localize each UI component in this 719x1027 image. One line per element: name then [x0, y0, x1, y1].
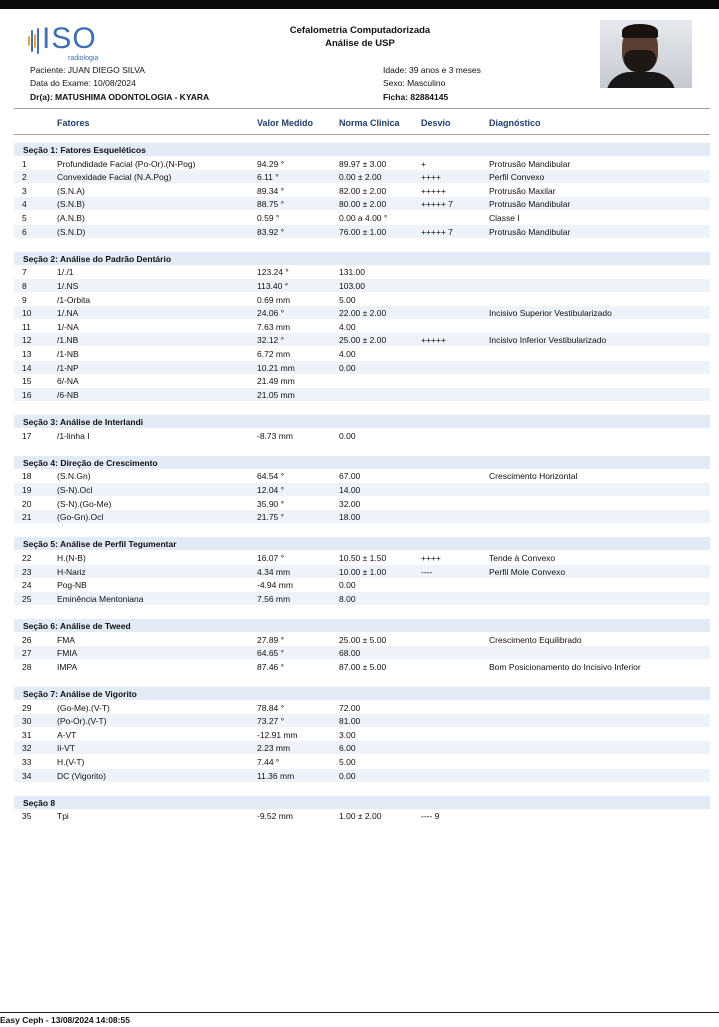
- table-row: [14, 578, 710, 591]
- table-row: [14, 633, 710, 646]
- clinical-norm: 87.00 ± 5.00: [339, 661, 387, 672]
- factor-name: H-Nariz: [57, 566, 86, 577]
- deviation: +++++: [421, 335, 446, 346]
- row-number: 30: [22, 716, 32, 727]
- table-row: [14, 347, 710, 360]
- row-number: 12: [22, 335, 32, 346]
- clinical-norm: 5.00: [339, 757, 356, 767]
- row-number: 13: [22, 349, 32, 359]
- measured-value: 78.84 °: [257, 702, 285, 713]
- row-number: 16: [22, 389, 32, 400]
- measured-value: 64.54 °: [257, 471, 285, 482]
- measured-value: 11.36 mm: [257, 770, 295, 781]
- table-row: [14, 660, 710, 673]
- table-row: [14, 728, 710, 741]
- measured-value: 83.92 °: [257, 226, 285, 237]
- row-number: 5: [22, 213, 27, 223]
- table-row: [14, 320, 710, 333]
- row-number: 10: [22, 308, 32, 319]
- table-row: [14, 333, 710, 346]
- measured-value: 0.59 °: [257, 213, 280, 223]
- table-row: [14, 225, 710, 238]
- section-title: Seção 5: Análise de Perfil Tegumentar: [23, 539, 177, 550]
- row-number: 2: [22, 172, 27, 183]
- row-number: 25: [22, 593, 32, 604]
- measured-value: 21.05 mm: [257, 389, 295, 400]
- deviation: ++++: [421, 553, 441, 563]
- table-row: [14, 388, 710, 401]
- measured-value: 21.49 mm: [257, 376, 295, 387]
- factor-name: DC (Vigorito): [57, 770, 106, 781]
- row-number: 23: [22, 566, 32, 577]
- table-row: [14, 483, 710, 496]
- diagnosis: Incisivo Inferior Vestibularizado: [489, 335, 607, 346]
- deviation: ---- 9: [421, 811, 440, 822]
- section-header: [14, 537, 710, 550]
- factor-name: (Go-Me).(V-T): [57, 702, 110, 713]
- diagnosis: Bom Posicionamento do Incisivo Inferior: [489, 661, 641, 672]
- report-subtitle: Análise de USP: [325, 38, 395, 49]
- measured-value: 7.44 °: [257, 757, 280, 767]
- clinical-norm: 1.00 ± 2.00: [339, 811, 382, 822]
- measured-value: 6.11 °: [257, 172, 279, 183]
- measured-value: 32.12 °: [257, 335, 285, 346]
- column-header-divider: [14, 134, 710, 135]
- diagnosis: Crescimento Equilibrado: [489, 634, 582, 645]
- table-row: [14, 551, 710, 564]
- measured-value: 35.90 °: [257, 498, 285, 509]
- section-title: Seção 7: Análise de Vigorito: [23, 689, 137, 699]
- measured-value: 7.56 mm: [257, 593, 291, 604]
- section-title: Seção 6: Análise de Tweed: [23, 621, 131, 631]
- table-row: [14, 646, 710, 659]
- table-row: [14, 714, 710, 727]
- row-number: 34: [22, 770, 32, 781]
- clinical-norm: 10.50 ± 1.50: [339, 553, 387, 563]
- table-row: [14, 265, 710, 278]
- factor-name: Pog-NB: [57, 580, 87, 591]
- clinical-norm: 4.00: [339, 349, 356, 359]
- clinical-norm: 68.00: [339, 648, 361, 659]
- clinical-norm: 22.00 ± 2.00: [339, 308, 387, 319]
- factor-name: FMA: [57, 634, 75, 645]
- section-header: [14, 456, 710, 469]
- logo-word: ISO: [42, 22, 97, 55]
- deviation: +++++ 7: [421, 226, 453, 237]
- clinical-norm: 0.00: [339, 430, 356, 441]
- factor-name: Tpi: [57, 811, 69, 822]
- table-row: [14, 279, 710, 292]
- table-row: [14, 184, 710, 197]
- factor-name: 1/-NA: [57, 321, 79, 332]
- clinical-norm: 81.00: [339, 716, 361, 727]
- diagnosis: Perfil Mole Convexo: [489, 566, 566, 577]
- table-row: [14, 170, 710, 183]
- logo-subtitle: radiologia: [68, 55, 99, 62]
- section-header: [14, 415, 710, 428]
- section-header: [14, 143, 710, 156]
- section-title: Seção 1: Fatores Esqueléticos: [23, 145, 146, 155]
- clinical-norm: 6.00: [339, 743, 356, 754]
- header-divider: [14, 108, 710, 109]
- section-title: Seção 4: Direção de Crescimento: [23, 457, 158, 468]
- footer-divider: [0, 1012, 719, 1013]
- diagnosis: Tende à Convexo: [489, 553, 556, 563]
- clinical-norm: 67.00: [339, 471, 361, 482]
- measured-value: 73.27 °: [257, 716, 285, 727]
- factor-name: (Go-Gn).Ocl: [57, 512, 104, 523]
- row-number: 6: [22, 226, 27, 237]
- row-number: 22: [22, 553, 32, 563]
- table-row: [14, 157, 710, 170]
- column-header-deviation: Desvio: [421, 118, 451, 128]
- table-row: [14, 306, 710, 319]
- column-header-factors: Fatores: [57, 118, 90, 128]
- measured-value: 64.65 °: [257, 648, 285, 659]
- clinical-norm: 0.00 ± 2.00: [339, 172, 382, 183]
- row-number: 3: [22, 185, 27, 196]
- row-number: 9: [22, 294, 27, 305]
- table-row: [14, 769, 710, 782]
- column-header-measured: Valor Medido: [257, 118, 314, 128]
- factor-name: (S-N).Ocl: [57, 485, 93, 495]
- factor-name: (Po-Or).(V-T): [57, 716, 107, 727]
- section-title: Seção 8: [23, 797, 56, 808]
- measured-value: 21.75 °: [257, 512, 285, 523]
- measured-value: 87.46 °: [257, 661, 285, 672]
- row-number: 29: [22, 702, 32, 713]
- deviation: +++++ 7: [421, 199, 453, 210]
- measured-value: 16.07 °: [257, 553, 285, 563]
- measured-value: 10.21 mm: [257, 362, 295, 373]
- factor-name: 1/.NS: [57, 281, 79, 291]
- factor-name: (S.N.Gn): [57, 471, 91, 482]
- deviation: ++++: [421, 172, 441, 183]
- row-number: 7: [22, 267, 27, 278]
- clinical-norm: 72.00: [339, 702, 361, 713]
- table-row: [14, 565, 710, 578]
- clinical-norm: 14.00: [339, 485, 361, 495]
- factor-name: IMPA: [57, 661, 78, 672]
- measured-value: 12.04 °: [257, 485, 285, 495]
- factor-name: H.(V-T): [57, 757, 85, 767]
- measured-value: -8.73 mm: [257, 430, 293, 441]
- measured-value: 113.40 °: [257, 281, 289, 291]
- row-number: 27: [22, 648, 32, 659]
- patient-name: Paciente: JUAN DIEGO SILVA: [30, 65, 145, 75]
- table-row: [14, 429, 710, 442]
- row-number: 8: [22, 281, 27, 291]
- report-title: Cefalometria Computadorizada: [289, 25, 431, 36]
- patient-photo: [600, 20, 692, 88]
- measured-value: 88.75 °: [257, 199, 285, 210]
- measured-value: 4.34 mm: [257, 566, 291, 577]
- table-row: [14, 293, 710, 306]
- diagnosis: Crescimento Horizontal: [489, 471, 578, 482]
- table-row: [14, 361, 710, 374]
- factor-name: Eminência Mentoniana: [57, 593, 144, 604]
- measured-value: 27.89 °: [257, 634, 285, 645]
- row-number: 18: [22, 471, 32, 482]
- deviation: +++++: [421, 185, 446, 196]
- measured-value: 0.69 mm: [257, 294, 291, 305]
- row-number: 19: [22, 485, 32, 495]
- clinical-norm: 10.00 ± 1.00: [339, 566, 387, 577]
- section-title: Seção 3: Análise de Interlandi: [23, 417, 144, 427]
- row-number: 1: [22, 158, 27, 169]
- patient-sex: Sexo: Masculino: [383, 78, 446, 88]
- clinical-norm: 80.00 ± 2.00: [339, 199, 387, 210]
- factor-name: (A.N.B): [57, 213, 85, 223]
- clinical-norm: 25.00 ± 5.00: [339, 634, 387, 645]
- diagnosis: Perfil Convexo: [489, 172, 545, 183]
- measured-value: 6.72 mm: [257, 349, 291, 359]
- row-number: 28: [22, 661, 32, 672]
- row-number: 21: [22, 512, 32, 523]
- table-row: [14, 701, 710, 714]
- clinical-norm: 3.00: [339, 729, 356, 740]
- clinical-norm: 0.00: [339, 362, 356, 373]
- factor-name: /1-NB: [57, 349, 79, 359]
- factor-name: 6/-NA: [57, 376, 79, 387]
- factor-name: Convexidade Facial (N.A.Pog): [57, 172, 172, 183]
- diagnosis: Protrusão Mandibular: [489, 158, 571, 169]
- diagnosis: Protrusão Mandibular: [489, 226, 571, 237]
- measured-value: 94.29 °: [257, 158, 285, 169]
- table-row: [14, 497, 710, 510]
- clinical-norm: 8.00: [339, 593, 356, 604]
- column-header-diagnosis: Diagnóstico: [489, 118, 541, 128]
- row-number: 14: [22, 362, 32, 373]
- table-row: [14, 592, 710, 605]
- clinical-norm: 0.00 a 4.00 °: [339, 213, 388, 223]
- patient-age: Idade: 39 anos e 3 meses: [383, 65, 481, 75]
- factor-name: Profundidade Facial (Po-Or).(N-Pog): [57, 158, 196, 169]
- factor-name: FMIA: [57, 648, 78, 659]
- diagnosis: Protrusão Maxilar: [489, 185, 556, 196]
- factor-name: (S.N.A): [57, 185, 85, 196]
- table-row: [14, 374, 710, 387]
- section-header: [14, 687, 710, 700]
- table-row: [14, 197, 710, 210]
- factor-name: (S.N.D): [57, 226, 86, 237]
- column-header-norm: Norma Clinica: [339, 118, 400, 128]
- clinical-norm: 18.00: [339, 512, 361, 523]
- measured-value: 2.23 mm: [257, 743, 291, 754]
- row-number: 33: [22, 757, 32, 767]
- doctor-name: Dr(a): MATUSHIMA ODONTOLOGIA - KYARA: [30, 92, 210, 102]
- row-number: 24: [22, 580, 32, 591]
- row-number: 35: [22, 811, 32, 822]
- section-title: Seção 2: Análise do Padrão Dentário: [23, 253, 172, 264]
- measured-value: 24.06 °: [257, 308, 285, 319]
- measured-value: 7.63 mm: [257, 321, 291, 332]
- table-row: [14, 510, 710, 523]
- measured-value: -9.52 mm: [257, 811, 293, 822]
- row-number: 4: [22, 199, 27, 210]
- row-number: 32: [22, 743, 32, 754]
- factor-name: (S-N).(Go-Me): [57, 498, 112, 509]
- table-row: [14, 755, 710, 768]
- clinical-norm: 131.00: [339, 267, 365, 278]
- clinical-norm: 0.00: [339, 770, 356, 781]
- clinical-norm: 0.00: [339, 580, 356, 591]
- clinical-norm: 82.00 ± 2.00: [339, 185, 387, 196]
- measured-value: -12.91 mm: [257, 729, 298, 740]
- factor-name: A-VT: [57, 729, 77, 740]
- factor-name: /1-linha I: [57, 430, 90, 441]
- row-number: 31: [22, 729, 32, 740]
- factor-name: /6-NB: [57, 389, 79, 400]
- row-number: 11: [22, 321, 31, 332]
- clinical-norm: 76.00 ± 1.00: [339, 226, 387, 237]
- factor-name: /1-NP: [57, 362, 79, 373]
- top-black-bar: [0, 0, 719, 9]
- footer-timestamp: Easy Ceph - 13/08/2024 14:08:55: [0, 1015, 130, 1025]
- section-header: [14, 796, 710, 809]
- table-row: [14, 469, 710, 482]
- factor-name: Ii-VT: [57, 743, 75, 754]
- row-number: 20: [22, 498, 32, 509]
- diagnosis: Classe I: [489, 213, 520, 223]
- measured-value: 89.34 °: [257, 185, 285, 196]
- measured-value: -4.94 mm: [257, 580, 293, 591]
- factor-name: (S.N.B): [57, 199, 85, 210]
- clinical-norm: 4.00: [339, 321, 356, 332]
- table-row: [14, 211, 710, 224]
- row-number: 15: [22, 376, 32, 387]
- measured-value: 123.24 °: [257, 267, 289, 278]
- logo-bars-icon: [28, 26, 42, 54]
- factor-name: 1/.NA: [57, 308, 79, 319]
- factor-name: 1/./1: [57, 267, 74, 278]
- iso-logo: [28, 24, 108, 64]
- diagnosis: Incisivo Superior Vestibularizado: [489, 308, 612, 319]
- clinical-norm: 25.00 ± 2.00: [339, 335, 387, 346]
- section-header: [14, 252, 710, 265]
- section-header: [14, 619, 710, 632]
- clinical-norm: 5.00: [339, 294, 356, 305]
- deviation: +: [421, 158, 426, 169]
- clinical-norm: 89.97 ± 3.00: [339, 158, 387, 169]
- clinical-norm: 103.00: [339, 281, 365, 291]
- deviation: ----: [421, 566, 433, 577]
- factor-name: /1.NB: [57, 335, 79, 346]
- file-number: Ficha: 82884145: [383, 92, 449, 102]
- factor-name: H.(N-B): [57, 553, 86, 563]
- row-number: 26: [22, 634, 32, 645]
- row-number: 17: [22, 430, 32, 441]
- table-row: [14, 741, 710, 754]
- exam-date: Data do Exame: 10/08/2024: [30, 78, 136, 88]
- factor-name: /1-Orbita: [57, 294, 91, 305]
- clinical-norm: 32.00: [339, 498, 361, 509]
- table-row: [14, 809, 710, 822]
- diagnosis: Protrusão Mandibular: [489, 199, 571, 210]
